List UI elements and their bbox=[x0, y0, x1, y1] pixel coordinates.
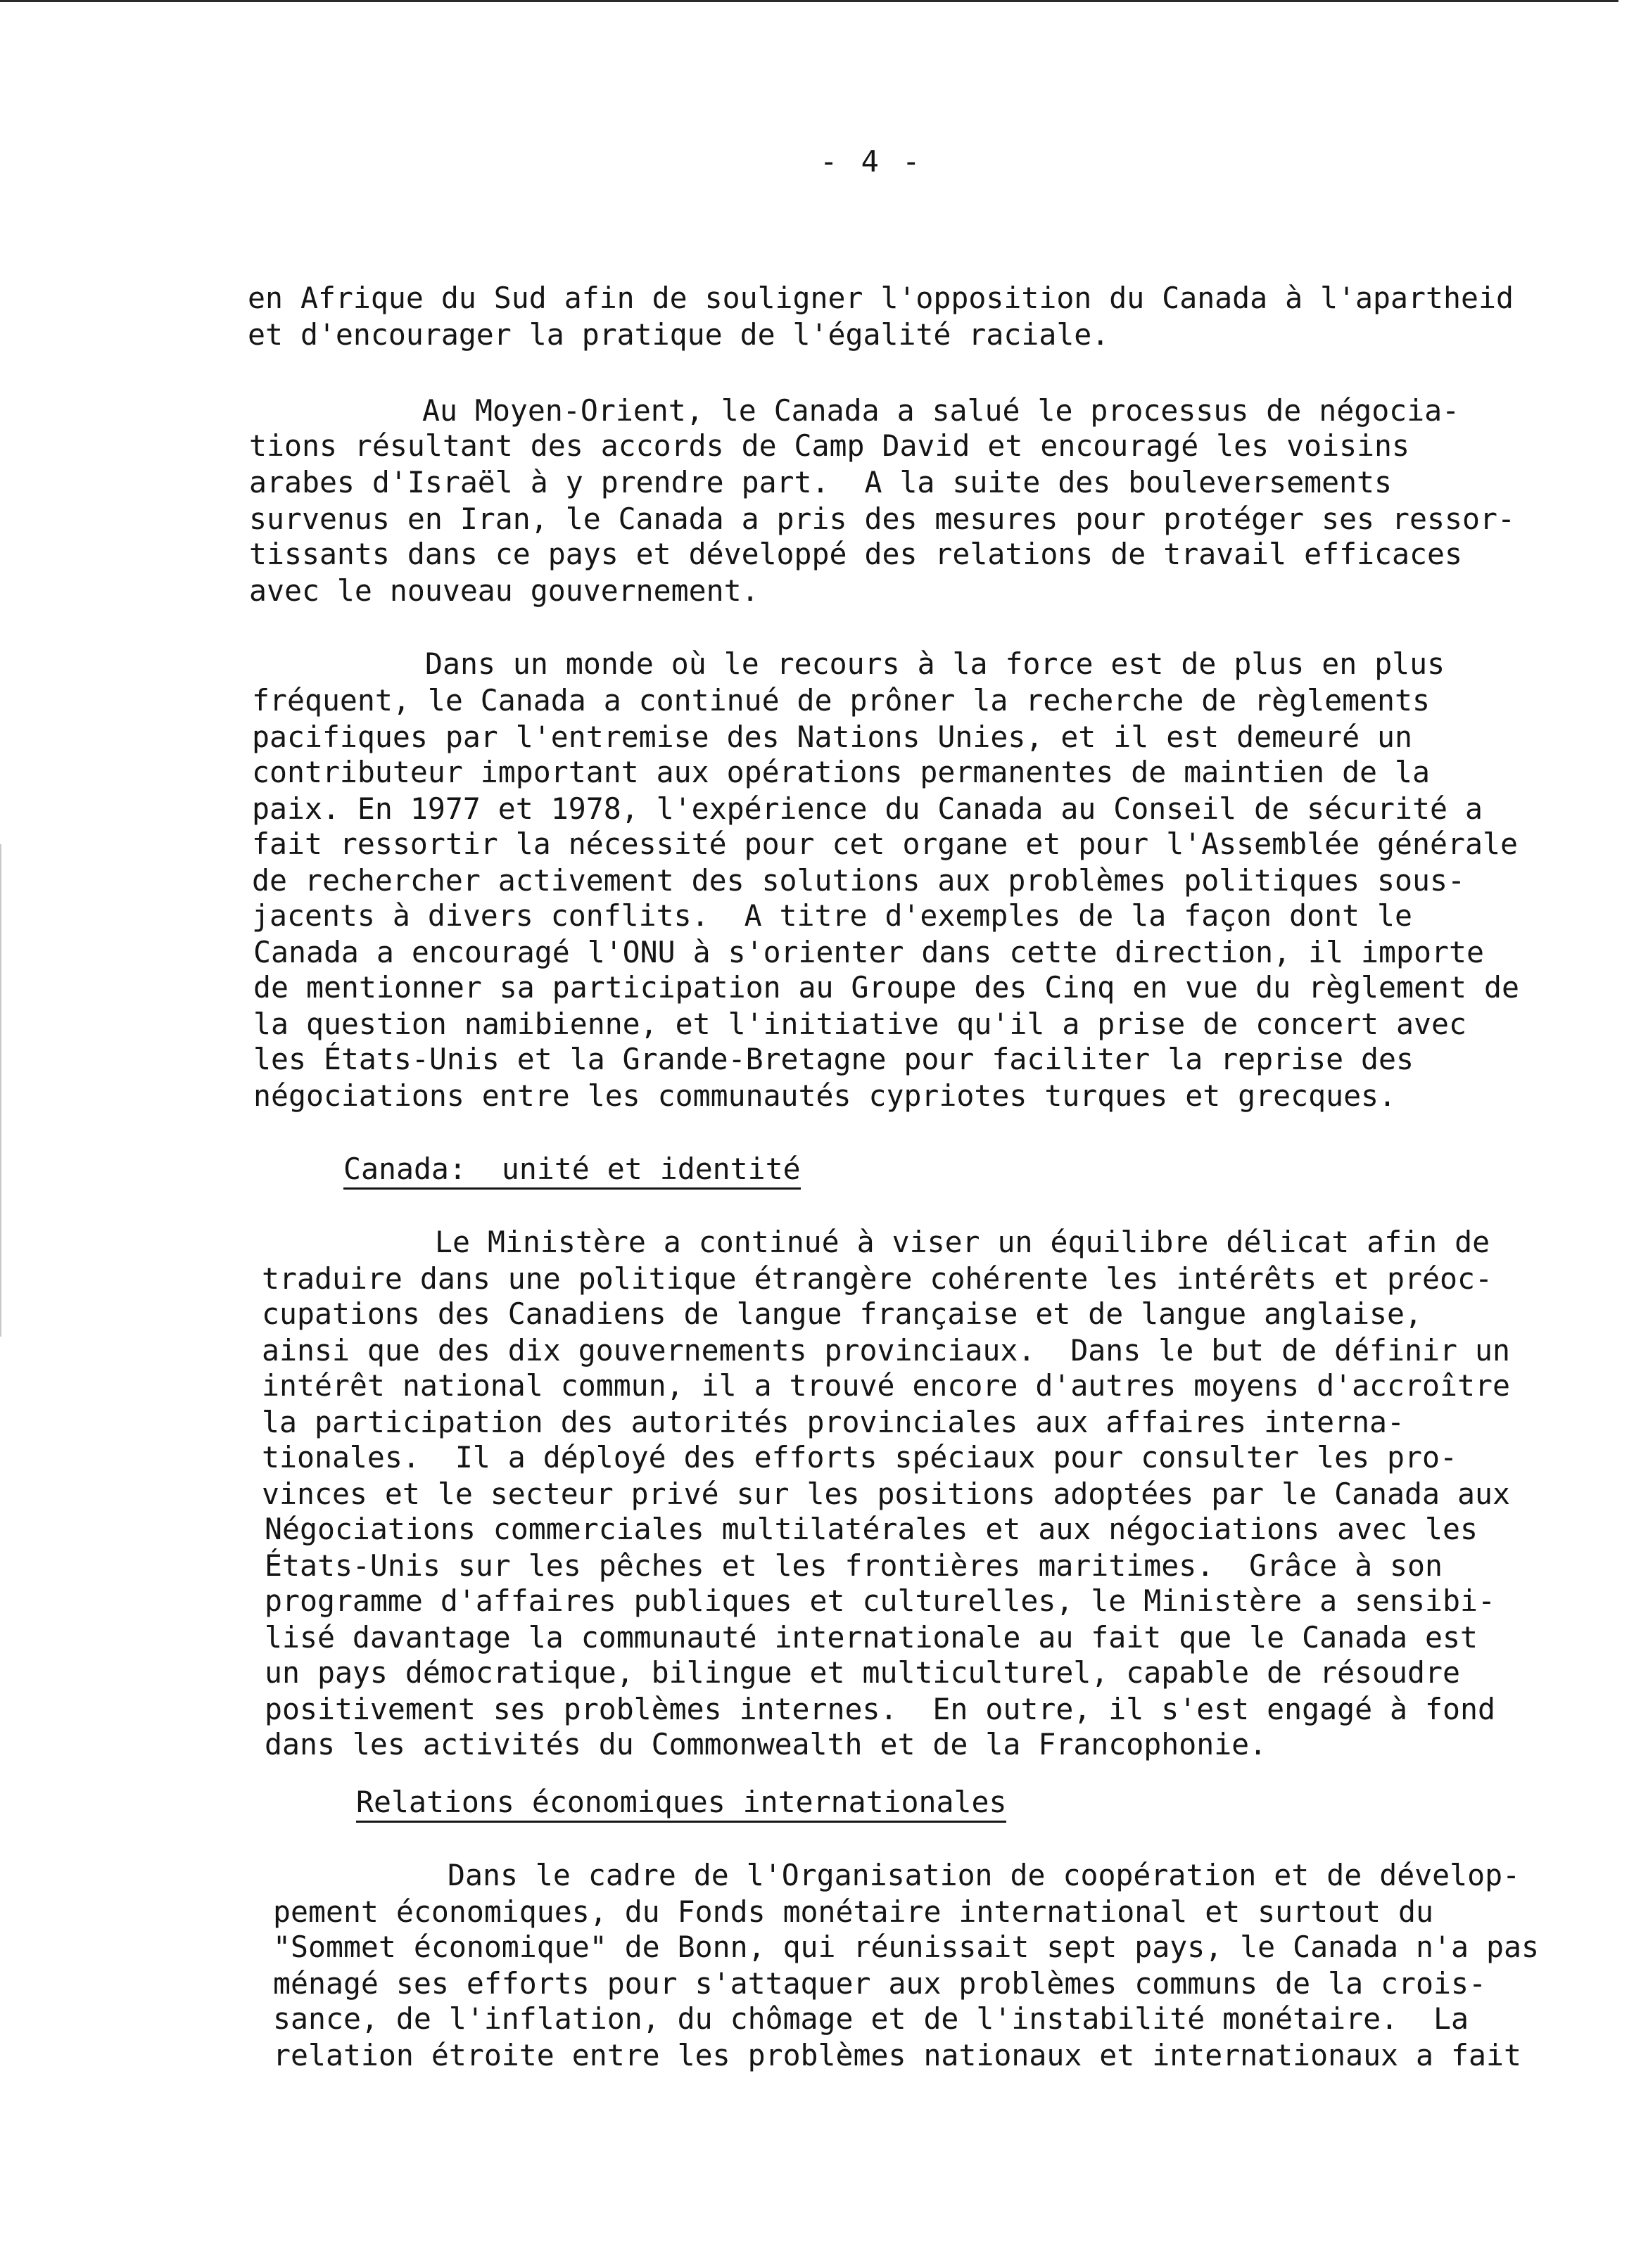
paragraph-3-line-4: contributeur important aux opérations permanentes de maintien de la bbox=[252, 755, 1431, 789]
paragraph-5-line-4: ménagé ses efforts pour s'attaquer aux problèmes communs de la crois- bbox=[273, 1966, 1486, 2001]
paragraph-4-line-8: vinces et le secteur privé sur les positions adoptées par le Canada aux bbox=[262, 1477, 1510, 1511]
paragraph-3-line-7: de rechercher activement des solutions aux problèmes politiques sous- bbox=[252, 863, 1465, 898]
paragraph-3-line-11: la question namibienne, et l'initiative qu'il a prise de concert avec bbox=[253, 1007, 1466, 1041]
paragraph-1-line-1: en Afrique du Sud afin de souligner l'opposition du Canada à l'apartheid bbox=[248, 281, 1514, 315]
paragraph-4-line-14: positivement ses problèmes internes. En outre, il s'est engagé à fond bbox=[265, 1692, 1495, 1726]
paragraph-4-line-11: programme d'affaires publiques et culturelles, le Ministère a sensibi- bbox=[265, 1584, 1495, 1618]
paragraph-3-line-1: Dans un monde où le recours à la force est de plus en plus bbox=[425, 646, 1445, 681]
paragraph-2-line-3: arabes d'Israël à y prendre part. A la suite des bouleversements bbox=[249, 465, 1393, 499]
paragraph-3-line-9: Canada a encouragé l'ONU à s'orienter dans cette direction, il importe bbox=[253, 935, 1484, 969]
paragraph-3-line-6: fait ressortir la nécessité pour cet organe et pour l'Assemblée générale bbox=[252, 827, 1518, 861]
paragraph-4-line-1: Le Ministère a continué à viser un équilibre délicat afin de bbox=[435, 1225, 1490, 1259]
paragraph-2-line-6: avec le nouveau gouvernement. bbox=[249, 573, 759, 608]
paragraph-4-line-12: lisé davantage la communauté internationale au fait que le Canada est bbox=[265, 1620, 1478, 1655]
paragraph-5-line-5: sance, de l'inflation, du chômage et de l'instabilité monétaire. La bbox=[273, 2001, 1469, 2036]
paragraph-4-line-13: un pays démocratique, bilingue et multiculturel, capable de résoudre bbox=[265, 1655, 1460, 1690]
paragraph-4-line-3: cupations des Canadiens de langue française et de langue anglaise, bbox=[262, 1297, 1423, 1331]
paragraph-2-line-4: survenus en Iran, le Canada a pris des mesures pour protéger ses ressor- bbox=[249, 502, 1515, 536]
paragraph-1-line-2: et d'encourager la pratique de l'égalité raciale. bbox=[248, 317, 1110, 352]
paragraph-3-line-3: pacifiques par l'entremise des Nations Unies, et il est demeuré un bbox=[252, 720, 1413, 754]
paragraph-3-line-5: paix. En 1977 et 1978, l'expérience du Canada au Conseil de sécurité a bbox=[252, 791, 1483, 826]
paragraph-4-line-5: intérêt national commun, il a trouvé encore d'autres moyens d'accroître bbox=[262, 1368, 1510, 1403]
paragraph-5-line-6: relation étroite entre les problèmes nationaux et internationaux a fait bbox=[273, 2038, 1521, 2072]
paragraph-4-line-6: la participation des autorités provinciales aux affaires interna- bbox=[262, 1405, 1405, 1439]
paragraph-3-line-2: fréquent, le Canada a continué de prôner la recherche de règlements bbox=[252, 683, 1431, 718]
paragraph-4-line-4: ainsi que des dix gouvernements provinciaux. Dans le but de définir un bbox=[262, 1333, 1510, 1368]
section-heading-relations-economiques: Relations économiques internationales bbox=[356, 1784, 1006, 1823]
paragraph-2-line-5: tissants dans ce pays et développé des relations de travail efficaces bbox=[249, 537, 1462, 571]
paragraph-3-line-13: négociations entre les communautés cypriotes turques et grecques. bbox=[253, 1078, 1397, 1113]
paragraph-4-line-15: dans les activités du Commonwealth et de la Francophonie. bbox=[265, 1727, 1267, 1761]
paragraph-3-line-12: les États-Unis et la Grande-Bretagne pour faciliter la reprise des bbox=[253, 1042, 1414, 1076]
page-number: - 4 - bbox=[820, 144, 923, 179]
paragraph-4-line-10: États-Unis sur les pêches et les frontières maritimes. Grâce à son bbox=[265, 1548, 1443, 1583]
scan-edge-mark bbox=[0, 844, 1, 1337]
paragraph-2-line-2: tions résultant des accords de Camp David et encouragé les voisins bbox=[249, 428, 1410, 463]
paragraph-3-line-10: de mentionner sa participation au Groupe des Cinq en vue du règlement de bbox=[253, 970, 1519, 1005]
paragraph-5-line-3: "Sommet économique" de Bonn, qui réunissait sept pays, le Canada n'a pas bbox=[273, 1930, 1539, 1964]
paragraph-4-line-9: Négociations commerciales multilatérales et aux négociations avec les bbox=[265, 1512, 1478, 1546]
paragraph-4-line-7: tionales. Il a déployé des efforts spéciaux pour consulter les pro- bbox=[262, 1440, 1457, 1474]
section-heading-canada-unite-identite: Canada: unité et identité bbox=[343, 1151, 801, 1190]
paragraph-4-line-2: traduire dans une politique étrangère cohérente les intérêts et préoc- bbox=[262, 1261, 1493, 1296]
paragraph-3-line-8: jacents à divers conflits. A titre d'exemples de la façon dont le bbox=[252, 898, 1413, 933]
paragraph-5-line-2: pement économiques, du Fonds monétaire international et surtout du bbox=[273, 1894, 1434, 1929]
paragraph-5-line-1: Dans le cadre de l'Organisation de coopération et de dévelop- bbox=[448, 1858, 1521, 1892]
paragraph-2-line-1: Au Moyen-Orient, le Canada a salué le processus de négocia- bbox=[422, 393, 1460, 428]
page-top-border bbox=[0, 0, 1618, 2]
